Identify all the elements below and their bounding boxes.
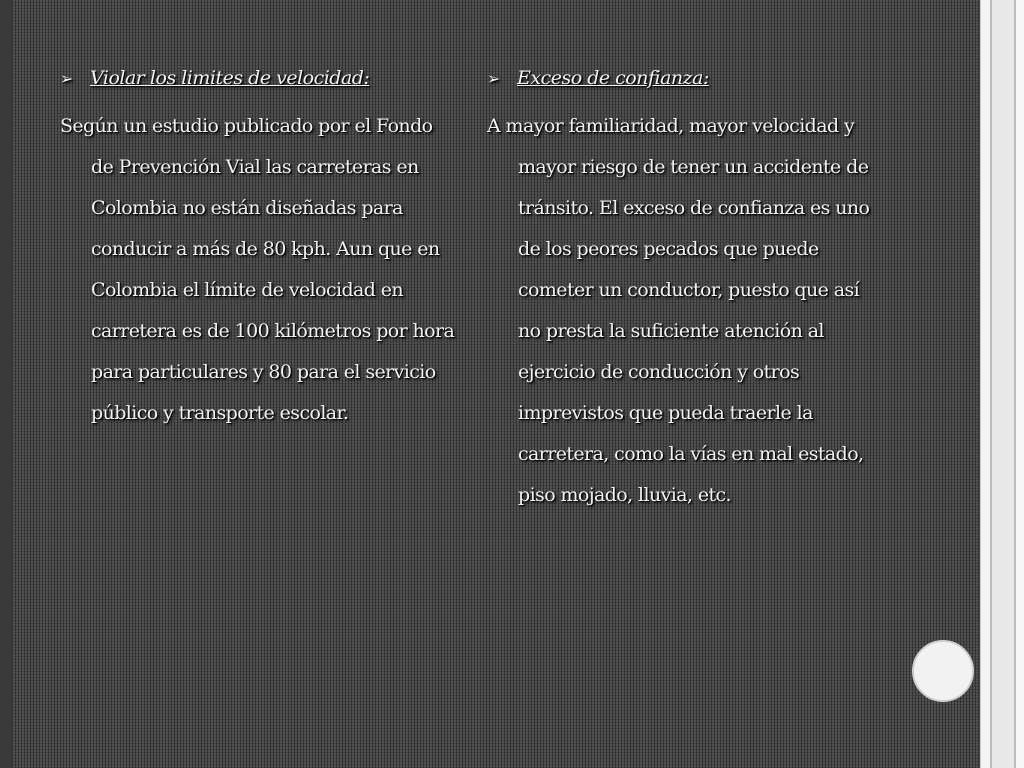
decorative-strip bbox=[990, 0, 1016, 768]
left-heading: Violar los limites de velocidad: bbox=[90, 67, 370, 89]
left-column bbox=[60, 58, 460, 434]
bullet-heading-row bbox=[60, 58, 460, 98]
right-heading: Exceso de confianza: bbox=[517, 67, 709, 89]
arrow-bullet-icon: ➢ bbox=[487, 68, 501, 88]
circle-ornament bbox=[912, 640, 974, 702]
left-rail bbox=[0, 0, 12, 768]
arrow-bullet-icon: ➢ bbox=[60, 68, 74, 88]
bullet-heading-row bbox=[487, 58, 887, 98]
right-column bbox=[487, 58, 887, 516]
decorative-strip bbox=[1016, 0, 1024, 768]
left-body-text: Según un estudio publicado por el Fondo de Prevención Vial las carreteras en Colombia no están diseñadas para conducir a más de 80 kph. Aun que en Colombia el límite de velocidad en carretera es de 100 kilómetros por hora para particulares y 80 para el servicio público y transporte escolar. bbox=[60, 115, 455, 424]
right-body-text: A mayor familiaridad, mayor velocidad y mayor riesgo de tener un accidente de tránsito. El exceso de confianza es uno de los peores pecados que puede cometer un conductor, puesto que así no presta la suficiente atención al ejercicio de conducción y otros imprevistos que pueda traerle la carretera, como la vías en mal estado, piso mojado, lluvia, etc. bbox=[487, 115, 870, 506]
